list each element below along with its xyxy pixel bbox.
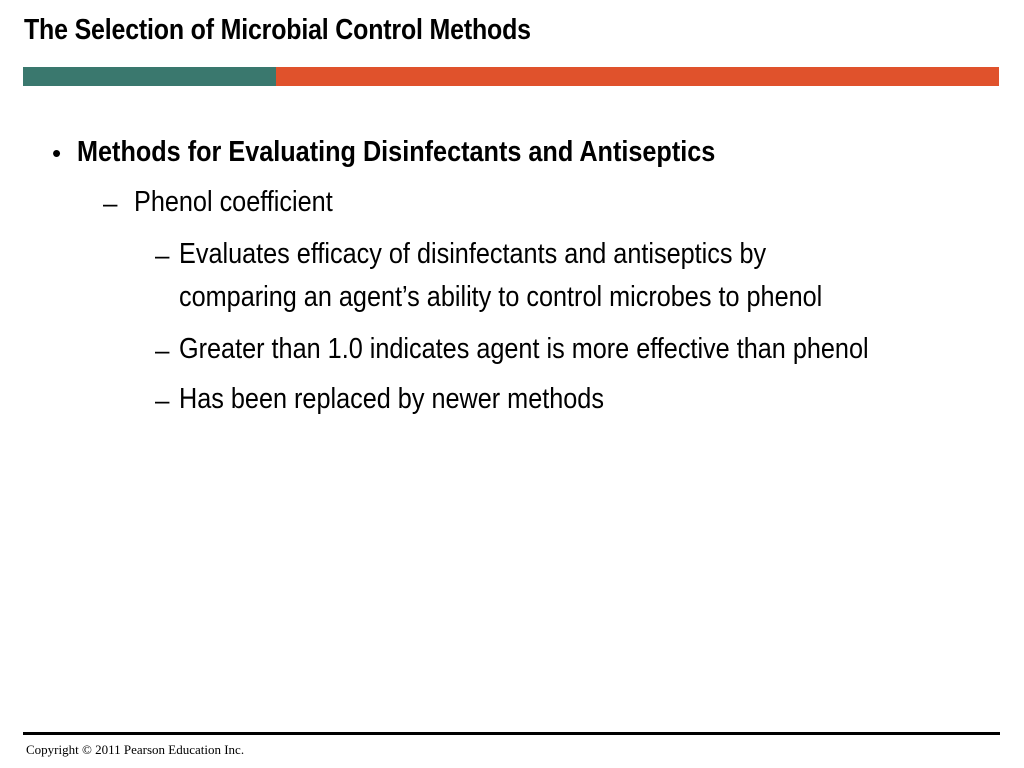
bullet-level2-text: Phenol coefficient	[134, 186, 333, 218]
bullet-level3-2-line1: Greater than 1.0 indicates agent is more effective than phenol	[179, 333, 869, 365]
bullet-level3-1-line2: comparing an agent’s ability to control microbes to phenol	[179, 281, 823, 313]
footer-divider	[23, 732, 1000, 735]
slide-title: The Selection of Microbial Control Methods	[24, 14, 531, 46]
bullet-level3-1-line1: Evaluates efficacy of disinfectants and antiseptics by	[179, 238, 767, 270]
bullet-marker-level3-2: –	[155, 335, 170, 365]
bullet-level3-3-line1: Has been replaced by newer methods	[179, 383, 604, 415]
bullet-marker-level3-3: –	[155, 385, 170, 415]
bullet-marker-level3-1: –	[155, 240, 170, 270]
copyright-text: Copyright © 2011 Pearson Education Inc.	[26, 742, 245, 757]
bullet-marker-level2: –	[103, 188, 118, 218]
bullet-level1-text: Methods for Evaluating Disinfectants and Antiseptics	[77, 136, 716, 168]
bullet-marker-level1: •	[52, 138, 62, 168]
